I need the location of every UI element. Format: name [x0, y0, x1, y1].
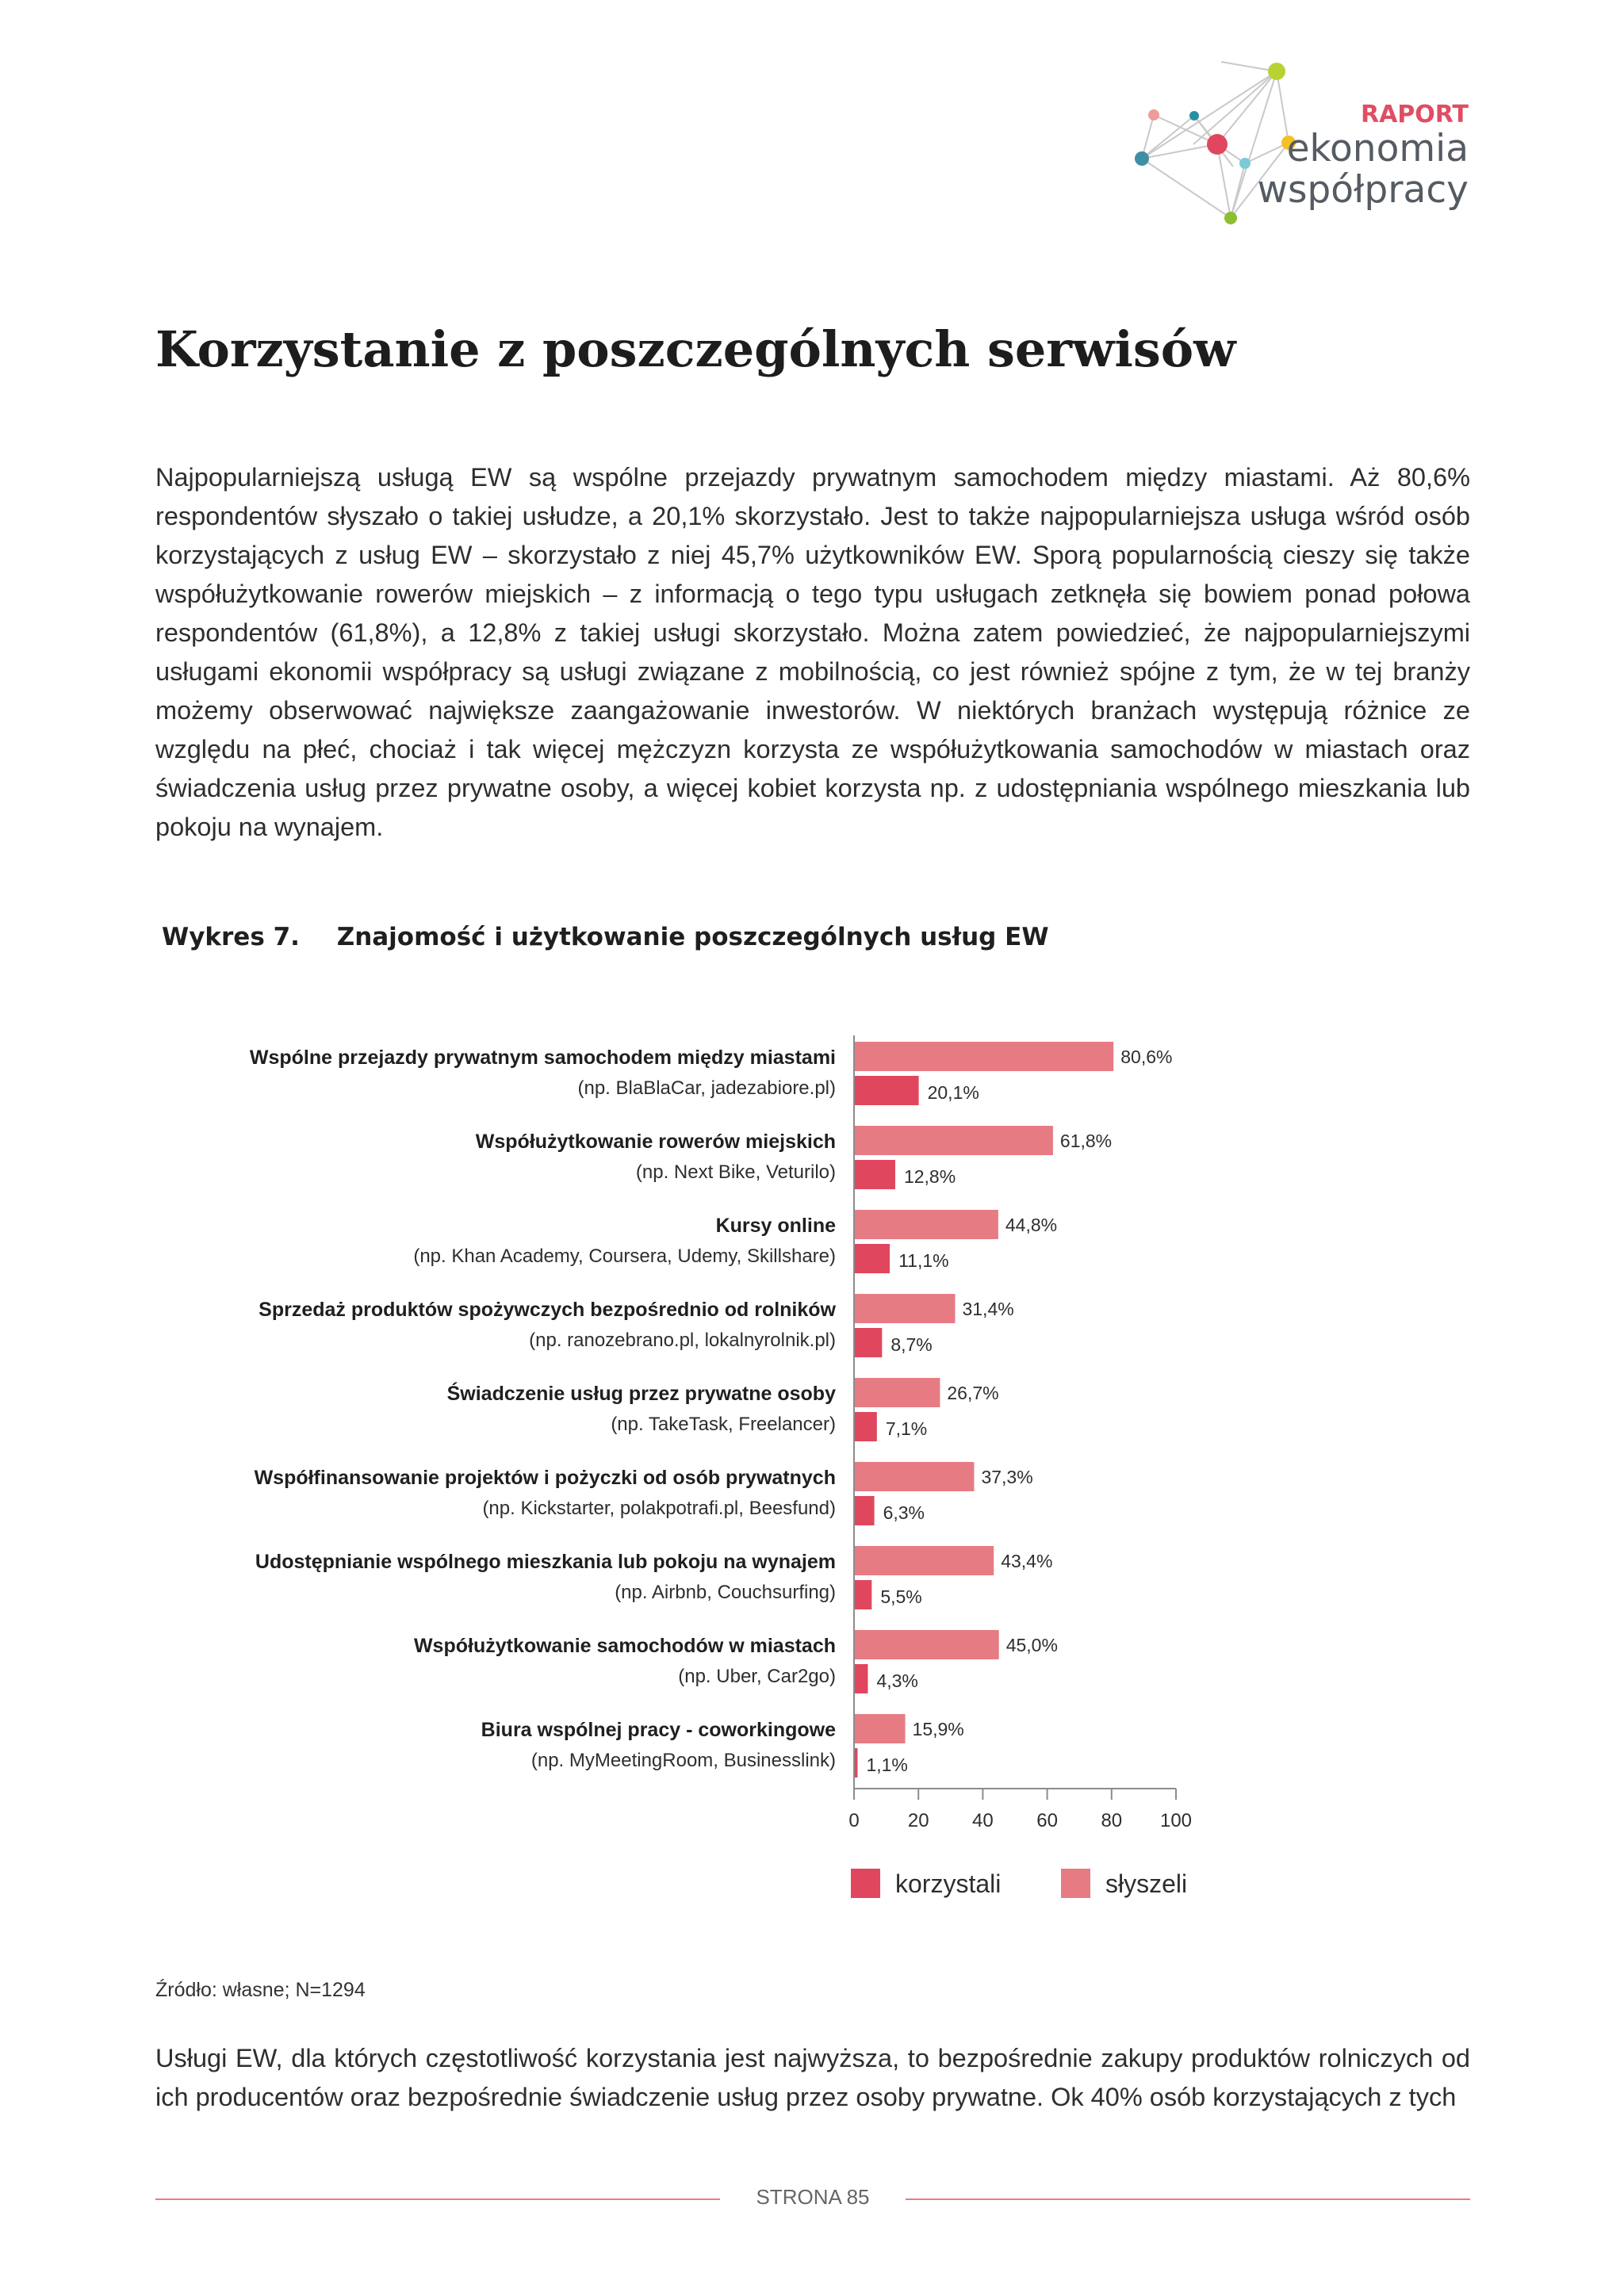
- x-tick-label: 100: [1159, 1810, 1193, 1831]
- category-label: Kursy online: [715, 1215, 836, 1237]
- value-label-korzystali: 12,8%: [903, 1166, 956, 1187]
- intro-paragraph: Najpopularniejszą usługą EW są wspólne przejazdy prywatnym samochodem między miastami. Aż 80,6% respondentów słyszało o takiej usłudze, a 20,1% skorzystało. Jest to także najpopularniejsza usługa wśród osób korzystających z usług EW – skorzystało z niej 45,7% użytkowników EW. Sporą popularnością cieszy się także współużytkowanie rowerów miejskich – z informacją o tego typu usługach zetknęła się bowiem ponad połowa respondentów (61,8%), a 12,8% z takiej usługi skorzystało. Można zatem powiedzieć, że najpopularniejszymi usługami ekonomii współpracy są usługi związane z mobilnością, co jest również spójne z tym, że w tej branży możemy obserwować największe zaangażowanie inwestorów. W niektórych branżach występują różnice ze względu na płeć, chociaż i tak więcej mężczyzn korzysta ze współużytkowania samochodów w miastach oraz świadczenia usług przez prywatne osoby, a więcej kobiet korzysta np. z udostępniania wspólnego mieszkania lub pokoju na wynajem.: [155, 463, 1470, 841]
- bar-korzystali: [854, 1160, 895, 1189]
- bar-korzystali: [854, 1664, 868, 1693]
- x-tick-label: 20: [907, 1810, 929, 1831]
- value-label-slyszeli: 44,8%: [1005, 1215, 1058, 1235]
- category-example: (np. TakeTask, Freelancer): [611, 1414, 836, 1435]
- category-example: (np. Airbnb, Couchsurfing): [615, 1582, 836, 1603]
- value-label-slyszeli: 37,3%: [981, 1467, 1033, 1487]
- category-label: Współużytkowanie samochodów w miastach: [413, 1635, 836, 1657]
- value-label-slyszeli: 61,8%: [1059, 1131, 1113, 1151]
- category-label: Współużytkowanie rowerów miejskich: [475, 1131, 836, 1153]
- value-label-korzystali: 7,1%: [885, 1418, 928, 1439]
- value-label-korzystali: 5,5%: [880, 1586, 922, 1607]
- x-tick-label: 0: [848, 1810, 860, 1831]
- logo-line2: współpracy: [1257, 168, 1469, 212]
- legend-swatch: [851, 1869, 880, 1898]
- bar-korzystali: [854, 1076, 919, 1105]
- category-example: (np. Next Bike, Veturilo): [635, 1161, 836, 1183]
- page-title: Korzystanie z poszczególnych serwisów: [155, 320, 1236, 378]
- value-label-korzystali: 11,1%: [898, 1250, 949, 1271]
- category-label: Wspólne przejazdy prywatnym samochodem między miastami: [249, 1047, 836, 1069]
- bar-korzystali: [854, 1580, 871, 1609]
- bar-slyszeli: [854, 1042, 1113, 1071]
- bar-slyszeli: [854, 1546, 994, 1575]
- category-label: Sprzedaż produktów spożywczych bezpośrednio od rolników: [259, 1299, 836, 1321]
- bar-slyszeli: [854, 1714, 906, 1743]
- footer-divider-right: [906, 2198, 1470, 2200]
- chart-heading: [162, 923, 1049, 951]
- category-example: (np. Kickstarter, polakpotrafi.pl, Beesfund): [482, 1498, 836, 1519]
- category-example: (np. MyMeetingRoom, Businesslink): [530, 1750, 836, 1771]
- x-tick-label: 80: [1101, 1810, 1123, 1831]
- bar-slyszeli: [854, 1462, 974, 1491]
- body-paragraph: Usługi EW, dla których częstotliwość korzystania jest najwyższa, to bezpośrednie zakupy produktów rolniczych od ich producentów oraz bezpośrednie świadczenie usług przez osoby prywatne. Ok 40% osób korzystających z tych: [155, 2044, 1470, 2111]
- category-example: (np. Uber, Car2go): [678, 1666, 836, 1687]
- footer-divider-left: [155, 2198, 720, 2200]
- bar-slyszeli: [854, 1294, 955, 1323]
- category-label: Świadczenie usług przez prywatne osoby: [446, 1383, 836, 1405]
- legend-label: słyszeli: [1105, 1869, 1188, 1898]
- bar-korzystali: [854, 1496, 875, 1525]
- bar-chart: [0, 1023, 1624, 1927]
- bar-slyszeli: [854, 1378, 940, 1407]
- value-label-slyszeli: 45,0%: [1005, 1635, 1058, 1655]
- legend-label: korzystali: [895, 1869, 1002, 1898]
- bar-korzystali: [854, 1244, 890, 1273]
- category-example: (np. ranozebrano.pl, lokalnyrolnik.pl): [529, 1330, 836, 1351]
- category-example: (np. Khan Academy, Coursera, Udemy, Skillshare): [413, 1246, 836, 1267]
- x-tick-label: 40: [972, 1810, 994, 1831]
- x-tick-label: 60: [1036, 1810, 1058, 1831]
- bar-slyszeli: [854, 1210, 998, 1239]
- category-example: (np. BlaBlaCar, jadezabiore.pl): [577, 1077, 836, 1099]
- value-label-korzystali: 6,3%: [883, 1502, 925, 1523]
- value-label-slyszeli: 26,7%: [947, 1383, 999, 1403]
- category-label: Współfinansowanie projektów i pożyczki od osób prywatnych: [254, 1467, 836, 1489]
- value-label-slyszeli: 80,6%: [1120, 1047, 1173, 1067]
- bar-slyszeli: [854, 1630, 999, 1659]
- logo-line1: ekonomia: [1286, 127, 1469, 170]
- logo-raport: RAPORT: [1360, 101, 1469, 128]
- value-label-slyszeli: 43,4%: [1001, 1551, 1053, 1571]
- category-label: Biura wspólnej pracy - coworkingowe: [481, 1719, 836, 1741]
- bar-korzystali: [854, 1412, 877, 1441]
- value-label-korzystali: 4,3%: [876, 1670, 918, 1691]
- page-number: STRONA 85: [756, 2185, 870, 2209]
- chart-heading-title: Znajomość i użytkowanie poszczególnych usług EW: [336, 923, 1049, 951]
- value-label-slyszeli: 15,9%: [912, 1719, 964, 1739]
- logo-text: [1258, 101, 1469, 211]
- source-note: Źródło: własne; N=1294: [155, 1979, 366, 2001]
- legend-swatch: [1061, 1869, 1090, 1898]
- value-label-korzystali: 20,1%: [927, 1082, 979, 1103]
- bar-slyszeli: [854, 1126, 1053, 1155]
- chart-number: Wykres 7.: [162, 923, 300, 951]
- category-label: Udostępnianie wspólnego mieszkania lub pokoju na wynajem: [255, 1551, 836, 1573]
- bar-korzystali: [854, 1328, 882, 1357]
- value-label-korzystali: 8,7%: [891, 1334, 933, 1355]
- value-label-slyszeli: 31,4%: [962, 1299, 1014, 1319]
- value-label-korzystali: 1,1%: [866, 1755, 908, 1775]
